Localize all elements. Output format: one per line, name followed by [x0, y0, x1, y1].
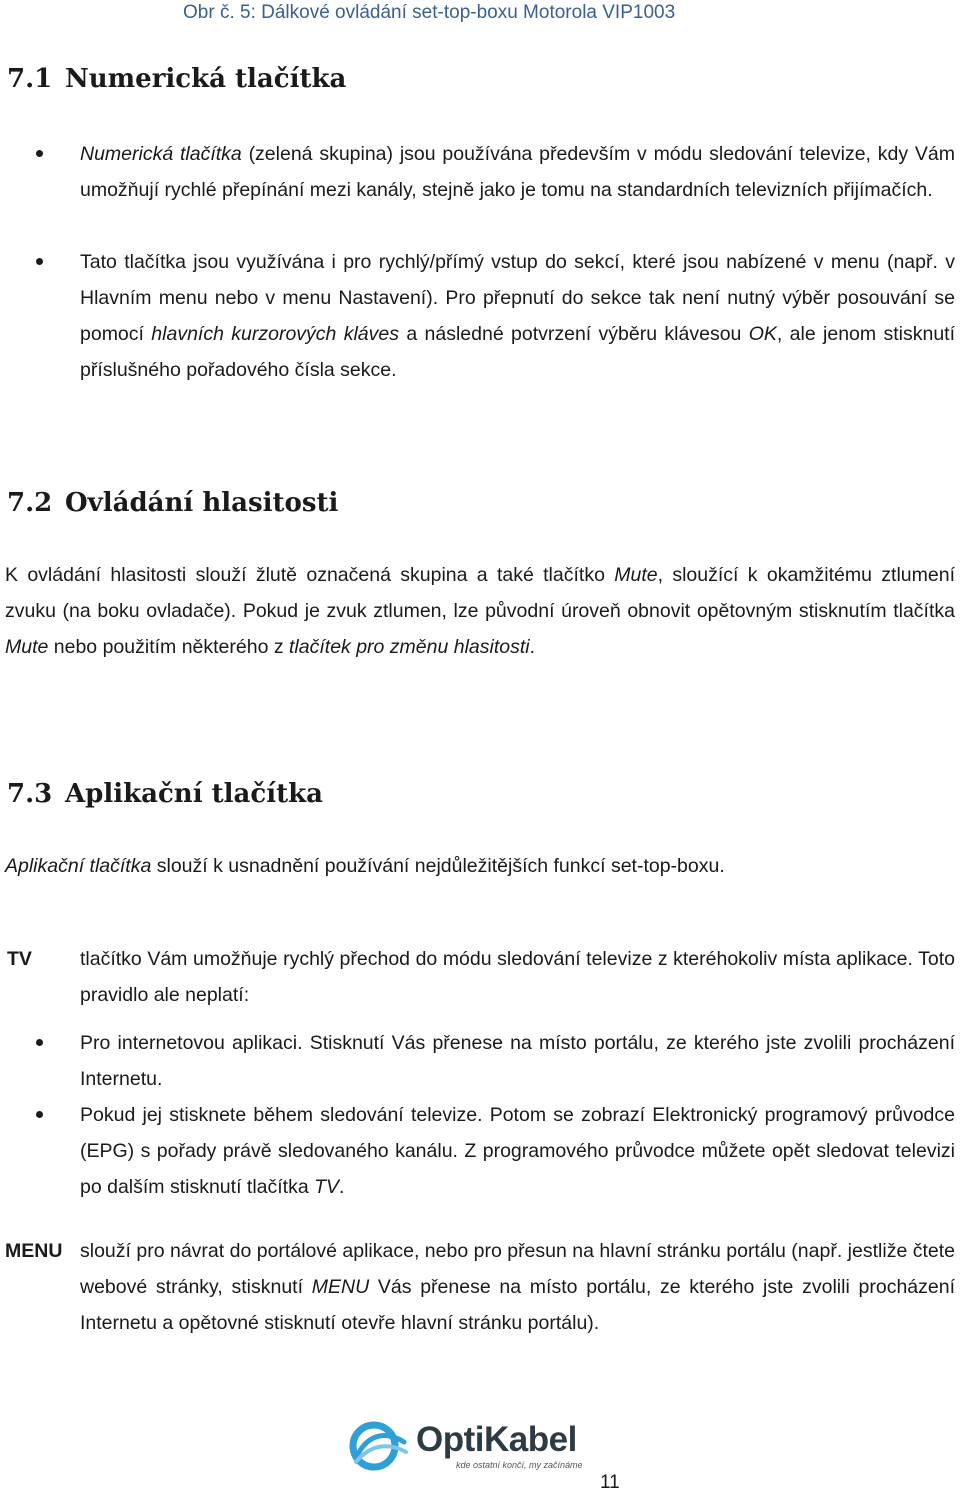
italic-term: Numerická tlačítka — [80, 143, 242, 165]
section-heading-7-1 — [7, 64, 346, 94]
tv-bullet-2 — [80, 1097, 955, 1205]
section-number: 7.3 — [7, 779, 53, 809]
optikabel-logo-icon — [348, 1420, 410, 1472]
logo-wordmark: OptiKabel — [416, 1420, 577, 1459]
section-heading-7-3 — [7, 779, 323, 809]
bullet-icon — [36, 1039, 43, 1046]
italic-term: MENU — [311, 1276, 370, 1298]
paragraph-text: K ovládání hlasitosti slouží žlutě označená skupina a také tlačítko — [5, 564, 615, 586]
section-7-3-intro — [5, 848, 955, 884]
bullet-icon — [36, 1111, 43, 1118]
paragraph-text: (zelená skupina) jsou používána především v módu sledování televize, kdy Vám umožňují rychlé přepínání mezi kanály, stejně jako je tomu na standardních televizních přijímačích. — [80, 143, 955, 201]
section-number: 7.2 — [7, 488, 53, 518]
paragraph-text: Pro internetovou aplikaci. Stisknutí Vás přenese na místo portálu, ze kterého jste zvolili procházení Internetu. — [80, 1032, 955, 1090]
paragraph-text: slouží pro návrat do portálové aplikace, nebo pro přesun na hlavní stránku portálu (např. jestliže čtete webové stránky, stisknutí — [80, 1240, 955, 1298]
section-7-1-bullet-1 — [80, 136, 955, 208]
paragraph-text: Vás přenese na místo portálu, ze kterého jste zvolili procházení Internetu a opětovné stisknutí otevře hlavní stránku portálu). — [80, 1276, 955, 1334]
menu-label: MENU — [5, 1240, 63, 1262]
section-number: 7.1 — [7, 64, 53, 94]
italic-term: Mute — [614, 564, 658, 586]
paragraph-text: slouží k usnadnění používání nejdůležitějších funkcí set-top-boxu. — [151, 855, 725, 877]
bullet-icon — [36, 150, 43, 157]
menu-description — [80, 1233, 955, 1341]
section-7-2-paragraph — [5, 557, 955, 665]
figure-caption: Obr č. 5: Dálkové ovládání set-top-boxu Motorola VIP1003 — [183, 2, 676, 23]
italic-term: TV — [314, 1176, 340, 1198]
logo-tagline: kde ostatní končí, my začínáme — [456, 1460, 583, 1470]
page-number: 11 — [600, 1472, 620, 1493]
paragraph-text: tlačítko Vám umožňuje rychlý přechod do módu sledování televize z kteréhokoliv místa aplikace. Toto pravidlo ale neplatí: — [80, 948, 955, 1006]
section-7-1-bullet-2 — [80, 244, 955, 388]
tv-description — [80, 941, 955, 1013]
italic-term: Mute — [5, 636, 49, 658]
bullet-icon — [36, 258, 43, 265]
paragraph-text: nebo použitím některého z — [48, 636, 290, 658]
tv-label: TV — [7, 948, 32, 970]
paragraph-text: . — [339, 1176, 345, 1198]
section-title: Aplikační tlačítka — [65, 779, 323, 809]
section-title: Numerická tlačítka — [65, 64, 347, 94]
section-heading-7-2 — [7, 488, 338, 518]
italic-term: OK — [748, 323, 777, 345]
section-title: Ovládání hlasitosti — [65, 488, 339, 518]
tv-bullet-1 — [80, 1025, 955, 1097]
italic-term: tlačítek pro změnu hlasitosti — [289, 636, 530, 658]
italic-term: Aplikační tlačítka — [5, 855, 152, 877]
paragraph-text: , ale jenom stisknutí příslušného pořadového čísla sekce. — [80, 323, 955, 381]
paragraph-text: a následné potvrzení výběru klávesou — [399, 323, 749, 345]
paragraph-text: , sloužící k okamžitému ztlumení zvuku (na boku ovladače). Pokud je zvuk ztlumen, lze původní úroveň obnovit opětovným stisknutím tlačítka — [5, 564, 955, 622]
optikabel-logo — [348, 1418, 583, 1474]
paragraph-text: Tato tlačítka jsou využívána i pro rychlý/přímý vstup do sekcí, které jsou nabízené v menu (např. v Hlavním menu nebo v menu Nastavení). Pro přepnutí do sekce tak není nutný výběr posouvání se pomocí — [80, 251, 955, 345]
paragraph-text: Pokud jej stisknete během sledování televize. Potom se zobrazí Elektronický programový průvodce (EPG) s pořady právě sledovaného kanálu. Z programového průvodce můžete opět sledovat televizi po dalším stisknutí tlačítka — [80, 1104, 955, 1198]
italic-term: hlavních kurzorových kláves — [151, 323, 399, 345]
paragraph-text: . — [529, 636, 536, 658]
